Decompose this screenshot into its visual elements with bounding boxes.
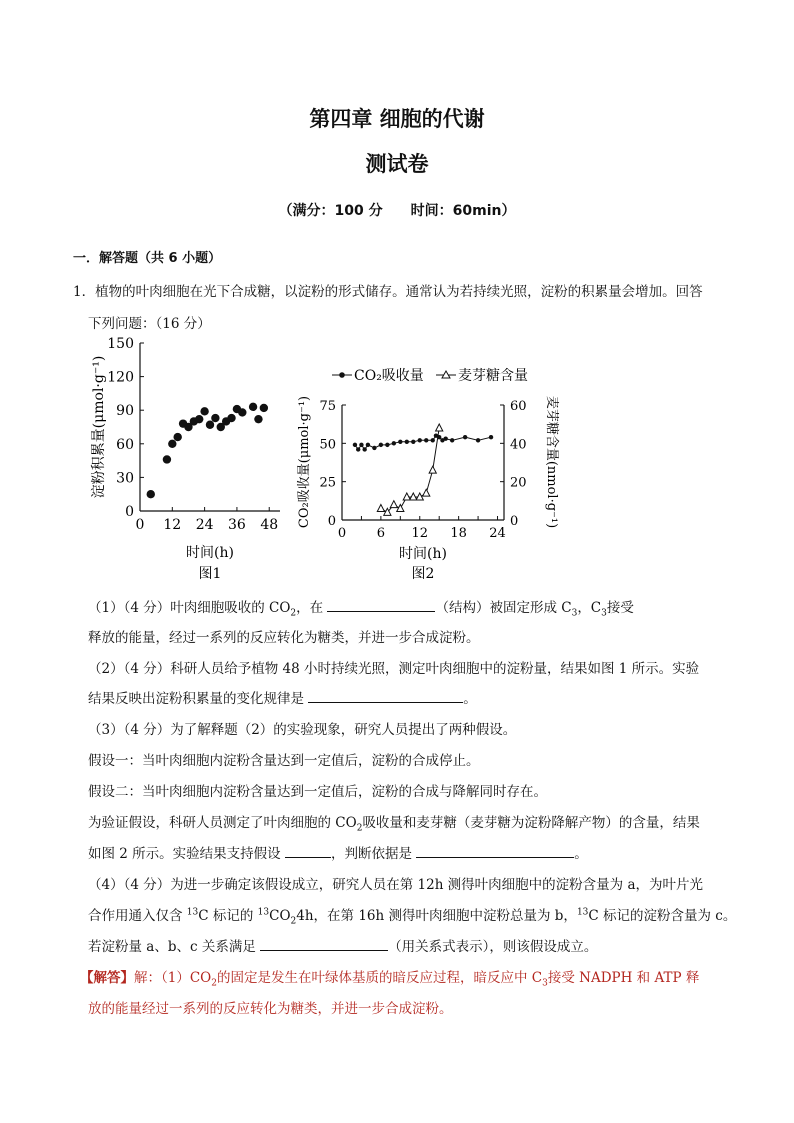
fig2-co2-point xyxy=(398,440,402,444)
fig2-co2-point xyxy=(489,435,493,439)
fig1-data-points xyxy=(147,403,268,499)
fig2-maltose-point xyxy=(429,466,436,473)
part3-sub: 2 xyxy=(356,823,363,834)
fig2-legend-co2: CO₂吸收量 xyxy=(354,368,424,384)
answer-text-a: 解：（1）CO xyxy=(134,970,212,986)
part3-line5 xyxy=(88,842,588,862)
part3-line4 xyxy=(88,811,700,834)
part4-text-e: C 标记的淀粉含量为 c。 xyxy=(588,908,737,924)
fig1-point xyxy=(227,414,235,422)
fig1-ylabel: 淀粉积累量(μmol·g⁻¹) xyxy=(91,355,107,499)
fig1-ytick-label: 0 xyxy=(125,504,134,520)
fig2-caption: 图2 xyxy=(411,566,435,582)
question-number: 1． xyxy=(73,284,96,300)
part4-text-d: 4h，在第 16h 测得叶肉细胞中淀粉总量为 b， xyxy=(296,908,577,924)
part4-line3 xyxy=(88,935,597,955)
fig2-left-tick-label: 75 xyxy=(319,399,336,414)
fig2-xtick-label: 6 xyxy=(376,526,386,541)
part4-text-g: （用关系式表示），则该假设成立。 xyxy=(388,939,598,955)
fig1-xtick-label: 12 xyxy=(163,517,182,533)
fig2-right-tick-label: 20 xyxy=(510,475,527,491)
answer-sub-1: 2 xyxy=(211,978,217,989)
fig2-maltose-point xyxy=(377,505,384,512)
fig2-co2-point xyxy=(411,440,415,444)
question-stem-line1 xyxy=(73,280,703,300)
part2-line1: （2）（4 分）科研人员给予植物 48 小时持续光照，测定叶肉细胞中的淀粉量，结果如图 1 所示。实验 xyxy=(88,661,700,677)
part2-text-b: 。 xyxy=(463,691,477,707)
part3-text-a: 为验证假设，科研人员测定了叶肉细胞的 CO xyxy=(88,815,357,831)
fig2-co2-point xyxy=(366,443,370,447)
fig2-co2-point xyxy=(353,443,357,447)
fig1-point xyxy=(238,408,246,416)
page-title: 第四章 细胞的代谢 xyxy=(309,107,485,131)
part1-answer-blank[interactable] xyxy=(327,597,435,612)
fig1-xtick-label: 36 xyxy=(228,517,246,533)
hypothesis-2: 假设二：当叶肉细胞内淀粉含量达到一定值后，淀粉的合成与降解同时存在。 xyxy=(88,784,547,800)
fig2-xtick-label: 18 xyxy=(450,526,467,541)
fig2-right-tick-label: 40 xyxy=(510,437,527,453)
part1-sub-a: 2 xyxy=(290,608,297,619)
fig1-point xyxy=(254,415,262,423)
section-heading: 一．解答题（共 6 小题） xyxy=(73,251,222,266)
fig2-co2-point xyxy=(424,438,428,442)
exam-meta: （满分：100 分 时间：60min） xyxy=(278,203,516,219)
part4-sup-2: 13 xyxy=(257,907,270,918)
part4-line2 xyxy=(88,904,736,927)
fig2-co2-point xyxy=(385,443,389,447)
answer-tag: 【解答】 xyxy=(80,970,134,986)
fig2-xtick-label: 12 xyxy=(411,526,429,541)
fig2-legend-maltose: 麦芽糖含量 xyxy=(458,368,528,384)
fig1-point xyxy=(211,414,219,422)
fig2-maltose-point xyxy=(390,501,397,508)
fig2-xlabel: 时间(h) xyxy=(399,546,447,562)
fig2-right-tick-label: 60 xyxy=(510,399,527,414)
answer-text-c: 接受 NADPH 和 ATP 释 xyxy=(547,970,700,986)
fig2-maltose-point xyxy=(436,424,443,431)
fig2-maltose-point xyxy=(423,489,430,496)
fig2-legend xyxy=(332,367,528,384)
part1-text-c: （结构）被固定形成 C xyxy=(435,600,572,616)
fig2-legend-circle-marker xyxy=(339,372,345,378)
part4-sup-1: 13 xyxy=(186,907,199,918)
fig2-right-tick-label: 0 xyxy=(510,514,519,529)
fig1-point xyxy=(195,415,203,423)
fig2-co2-point xyxy=(372,446,376,450)
part3-text-c: 如图 2 所示。实验结果支持假设 xyxy=(88,846,285,862)
page-subtitle: 测试卷 xyxy=(365,152,429,176)
fig2-ylabel-left: CO₂吸收量(μmol·g⁻¹) xyxy=(297,395,312,529)
fig1-point xyxy=(260,404,268,412)
fig1-ytick-label: 90 xyxy=(116,403,134,420)
part1-text-a: （1）（4 分）叶肉细胞吸收的 CO xyxy=(88,600,291,616)
fig2-co2-point xyxy=(431,438,435,442)
question-stem-line2: 下列问题：（16 分） xyxy=(88,316,211,332)
part1-text-d: ，C xyxy=(577,600,602,616)
part3-line1: （3）（4 分）为了解释题（2）的实验现象，研究人员提出了两种假设。 xyxy=(88,722,517,738)
part1-sub-d: 3 xyxy=(601,608,607,619)
fig1-point xyxy=(200,407,208,415)
fig2-left-tick-label: 25 xyxy=(319,475,336,491)
part4-line1: （4）（4 分）为进一步确定该假设成立，研究人员在第 12h 测得叶肉细胞中的淀粉含量为 a，为叶片光 xyxy=(88,877,704,893)
fig2-co2-point xyxy=(418,438,422,442)
fig2-left-tick-label: 50 xyxy=(319,437,336,453)
fig2-co2-point xyxy=(463,435,467,439)
part3-hypothesis-blank[interactable] xyxy=(285,843,331,858)
figure-1-chart xyxy=(80,335,295,585)
part4-text-b: C 标记的 xyxy=(198,908,258,924)
answer-sub-2: 3 xyxy=(542,978,548,989)
fig1-point xyxy=(173,433,181,441)
fig1-point xyxy=(206,421,214,429)
fig1-caption: 图1 xyxy=(198,566,222,582)
fig2-co2-point xyxy=(362,447,366,451)
answer-text-b: 的固定是发生在叶绿体基质的暗反应过程，暗反应中 C xyxy=(216,970,543,986)
fig2-co2-point xyxy=(356,447,360,451)
fig2-xtick-label: 0 xyxy=(337,526,347,541)
fig1-ytick-label: 120 xyxy=(107,369,134,386)
fig1-ytick-label: 60 xyxy=(116,436,134,453)
part4-text-a: 合作用通入仅含 xyxy=(88,908,187,924)
fig2-co2-point xyxy=(476,438,480,442)
part4-text-f: 若淀粉量 a、b、c 关系满足 xyxy=(88,939,261,955)
part1-text-b: ，在 xyxy=(296,600,328,616)
part3-text-e: 。 xyxy=(574,846,588,862)
fig1-xtick-label: 48 xyxy=(260,517,279,533)
part4-text-c: CO xyxy=(269,908,291,924)
answer-line1 xyxy=(80,966,699,989)
fig2-co2-point xyxy=(450,438,454,442)
figure-2-chart xyxy=(290,360,565,585)
part3-text-d: ，判断依据是 xyxy=(330,846,417,862)
fig1-point xyxy=(249,403,257,411)
fig2-co2-point xyxy=(392,441,396,445)
answer-line2: 放的能量经过一系列的反应转化为糖类，并进一步合成淀粉。 xyxy=(88,1001,453,1017)
fig1-ytick-label: 30 xyxy=(116,470,134,487)
fig1-y-ticks xyxy=(107,336,144,520)
part1-line1 xyxy=(88,596,634,619)
fig1-xtick-label: 24 xyxy=(195,517,214,533)
question-stem: 植物的叶肉细胞在光下合成糖，以淀粉的形式储存。通常认为若持续光照，淀粉的积累量会增加。回答 xyxy=(95,284,703,300)
part2-text-a: 结果反映出淀粉积累量的变化规律是 xyxy=(88,691,309,707)
fig2-axes xyxy=(342,405,504,520)
fig2-co2-point xyxy=(405,440,409,444)
fig1-point xyxy=(163,455,171,463)
part2-answer-blank[interactable] xyxy=(308,688,463,703)
part4-answer-blank[interactable] xyxy=(260,936,388,951)
part1-text-e: 接受 xyxy=(606,600,634,616)
part4-sub: 2 xyxy=(290,916,297,927)
fig2-co2-point xyxy=(379,443,383,447)
part2-line2 xyxy=(88,687,477,707)
part1-line2: 释放的能量，经过一系列的反应转化为糖类，并进一步合成淀粉。 xyxy=(88,630,480,646)
part1-sub-c: 3 xyxy=(571,608,578,619)
fig2-left-tick-label: 0 xyxy=(327,514,336,529)
part4-sup-3: 13 xyxy=(576,907,589,918)
fig1-ytick-label: 150 xyxy=(107,336,134,352)
fig1-point xyxy=(168,440,176,448)
fig2-co2-point xyxy=(443,437,447,441)
fig2-series xyxy=(353,424,493,515)
fig1-xlabel: 时间(h) xyxy=(186,545,234,561)
hypothesis-1: 假设一：当叶肉细胞内淀粉含量达到一定值后，淀粉的合成停止。 xyxy=(88,753,480,769)
part3-text-b: 吸收量和麦芽糖（麦芽糖为淀粉降解产物）的含量，结果 xyxy=(362,815,700,831)
fig1-point xyxy=(147,490,155,498)
fig2-xtick-label: 24 xyxy=(489,526,506,541)
fig2-co2-point xyxy=(359,443,363,447)
part3-reason-blank[interactable] xyxy=(416,843,574,858)
fig1-xtick-label: 0 xyxy=(135,517,145,533)
fig2-ylabel-right: 麦芽糖含量(nmol·g⁻¹) xyxy=(544,395,559,529)
